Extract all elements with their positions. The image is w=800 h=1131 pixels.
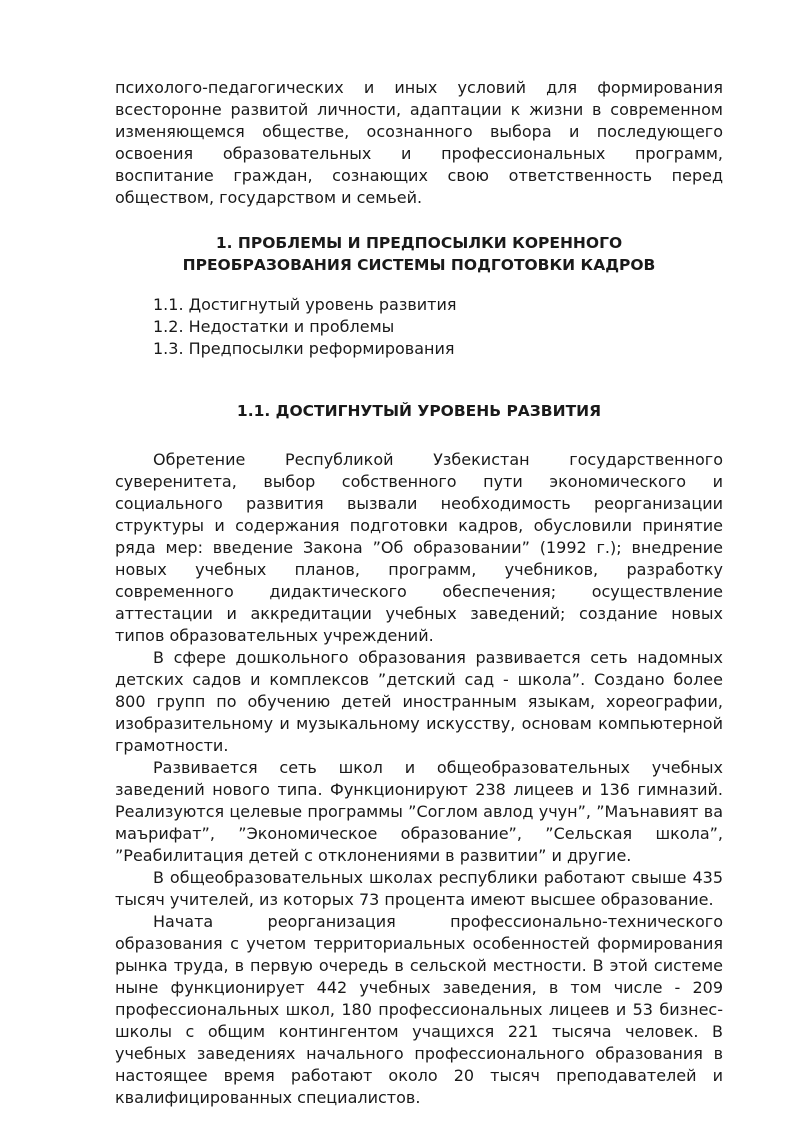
- section-heading: [115, 232, 723, 276]
- body-paragraph: В общеобразовательных школах республики работают свыше 435 тысяч учителей, из которых 73 процента имеют высшее образование.: [115, 868, 723, 909]
- section-heading-line2: ПРЕОБРАЗОВАНИЯ СИСТЕМЫ ПОДГОТОВКИ КАДРОВ: [182, 256, 656, 274]
- table-of-contents: [115, 294, 723, 360]
- subsection-heading: 1.1. ДОСТИГНУТЫЙ УРОВЕНЬ РАЗВИТИЯ: [236, 402, 602, 420]
- section-heading-line1: 1. ПРОБЛЕМЫ И ПРЕДПОСЫЛКИ КОРЕННОГО: [215, 234, 623, 252]
- body-paragraph: В сфере дошкольного образования развивается сеть надомных детских садов и комплексов ”детский сад - школа”. Создано более 800 групп по обучению детей иностранным языкам, хореографии, изобразительному и музыкальному искусству, основам компьютерной грамотности.: [115, 648, 723, 755]
- body-paragraph: Начата реорганизация профессионально-технического образования с учетом территориальных особенностей формирования рынка труда, в первую очередь в сельской местности. В этой системе ныне функционирует 442 учебных заведения, в том числе - 209 профессиональных школ, 180 профессиональных лицеев и 53 бизнес-школы с общим контингентом учащихся 221 тысяча человек. В учебных заведениях начального профессионального образования в настоящее время работают около 20 тысяч преподавателей и квалифицированных специалистов.: [115, 912, 723, 1107]
- document-page: [115, 77, 723, 1109]
- body-paragraph: Развивается сеть школ и общеобразовательных учебных заведений нового типа. Функционируют 238 лицеев и 136 гимназий. Реализуются целевые программы ”Соглом авлод учун”, ”Маънавият ва маърифат”, ”Экономическое образование”, ”Сельская школа”, ”Реабилитация детей с отклонениями в развитии” и другие.: [115, 758, 723, 865]
- intro-paragraph: психолого-педагогических и иных условий для формирования всесторонне развитой личности, адаптации к жизни в современном изменяющемся обществе, осознанного выбора и последующего освоения образовательных и профессиональных программ, воспитание граждан, сознающих свою ответственность перед обществом, государством и семьей.: [115, 78, 723, 207]
- toc-item: 1.1. Достигнутый уровень развития: [153, 295, 457, 314]
- body-paragraph: Обретение Республикой Узбекистан государственного суверенитета, выбор собственного пути экономического и социального развития вызвали необходимость реорганизации структуры и содержания подготовки кадров, обусловили принятие ряда мер: введение Закона ”Об образовании” (1992 г.); внедрение новых учебных планов, программ, учебников, разработку современного дидактического обеспечения; осуществление аттестации и аккредитации учебных заведений; создание новых типов образовательных учреждений.: [115, 450, 723, 645]
- toc-item: 1.2. Недостатки и проблемы: [153, 317, 395, 336]
- toc-item: 1.3. Предпосылки реформирования: [153, 339, 455, 358]
